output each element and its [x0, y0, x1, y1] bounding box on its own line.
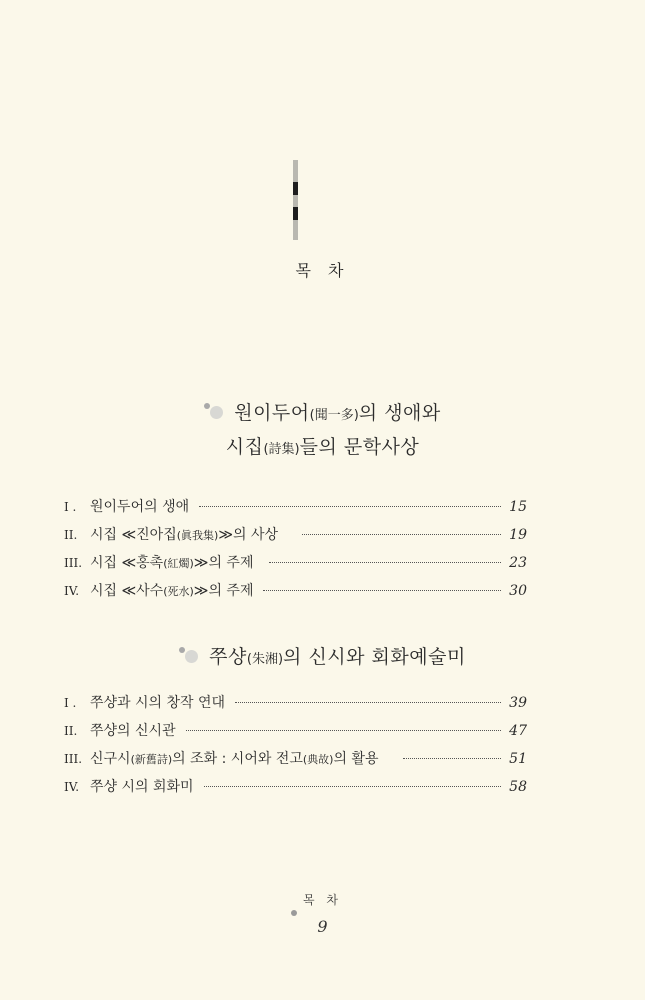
- toc-entry[interactable]: [64, 496, 527, 518]
- bullet-icon: [179, 647, 201, 665]
- entry-page: 51: [509, 751, 527, 767]
- bullet-icon: [204, 403, 226, 421]
- entry-number: III.: [64, 752, 83, 766]
- heading-text: 원이두어: [234, 402, 310, 424]
- section-2-heading: [0, 642, 645, 669]
- toc-entry[interactable]: [64, 580, 527, 602]
- heading-text: 의 생애와: [358, 402, 441, 424]
- decorative-bar-block-2: [293, 207, 298, 220]
- decorative-bar-top: [293, 160, 298, 182]
- entry-page: 58: [509, 779, 527, 795]
- entry-number: I .: [64, 696, 77, 710]
- entry-number: II.: [64, 528, 78, 542]
- entry-page: 15: [509, 499, 527, 515]
- dot-leader: [302, 534, 501, 535]
- section-1-heading-line-2: [0, 432, 645, 459]
- entry-page: 30: [509, 583, 527, 599]
- entry-page: 19: [509, 527, 527, 543]
- heading-text: 시집: [225, 436, 264, 458]
- toc-entry[interactable]: [64, 524, 527, 546]
- entry-title: 쭈샹의 신시관: [90, 723, 176, 739]
- entry-number: I .: [64, 500, 77, 514]
- entry-page: 23: [509, 555, 527, 571]
- entry-number: IV.: [64, 584, 80, 598]
- dot-leader: [204, 786, 501, 787]
- dot-leader: [235, 702, 501, 703]
- dot-leader: [186, 730, 501, 731]
- entry-number: II.: [64, 724, 78, 738]
- decorative-bar-mid: [293, 195, 298, 207]
- footer-label: 목 차: [303, 893, 342, 907]
- dot-leader: [199, 506, 501, 507]
- dot-leader: [269, 562, 501, 563]
- toc-entry[interactable]: [64, 748, 527, 770]
- entry-title: 쭈샹 시의 회화미: [90, 779, 194, 795]
- entry-page: 39: [509, 695, 527, 711]
- toc-entry[interactable]: [64, 552, 527, 574]
- heading-hanja: (朱湘): [246, 652, 284, 667]
- entry-title: 시집 ≪사수(死水)≫의 주제: [90, 583, 254, 599]
- heading-text: 의 신시와 회화예술미: [283, 646, 466, 668]
- toc-entry[interactable]: [64, 720, 527, 742]
- decorative-bar-block-1: [293, 182, 298, 195]
- entry-page: 47: [509, 723, 527, 739]
- toc-entry[interactable]: [64, 776, 527, 798]
- entry-title: 시집 ≪홍촉(紅燭)≫의 주제: [90, 555, 254, 571]
- toc-entry[interactable]: [64, 692, 527, 714]
- footer-dot-icon: [291, 910, 297, 916]
- page-number: 9: [317, 917, 328, 936]
- entry-title: 쭈샹과 시의 창작 연대: [90, 695, 226, 711]
- decorative-bar-bottom: [293, 220, 298, 240]
- dot-leader: [403, 758, 501, 759]
- entry-number: IV.: [64, 780, 80, 794]
- section-1-heading-line-1: [0, 398, 645, 425]
- entry-number: III.: [64, 556, 83, 570]
- heading-text: 들의 문학사상: [299, 436, 420, 458]
- toc-title: 목 차: [295, 261, 350, 280]
- heading-text: 쭈샹: [209, 646, 247, 668]
- entry-title: 신구시(新舊詩)의 조화 : 시어와 전고(典故)의 활용: [90, 751, 379, 767]
- heading-hanja: (詩集): [263, 442, 300, 457]
- heading-hanja: (聞一多): [309, 408, 359, 423]
- entry-title: 원이두어의 생애: [90, 499, 190, 515]
- dot-leader: [263, 590, 501, 591]
- entry-title: 시집 ≪진아집(眞我集)≫의 사상: [90, 527, 279, 543]
